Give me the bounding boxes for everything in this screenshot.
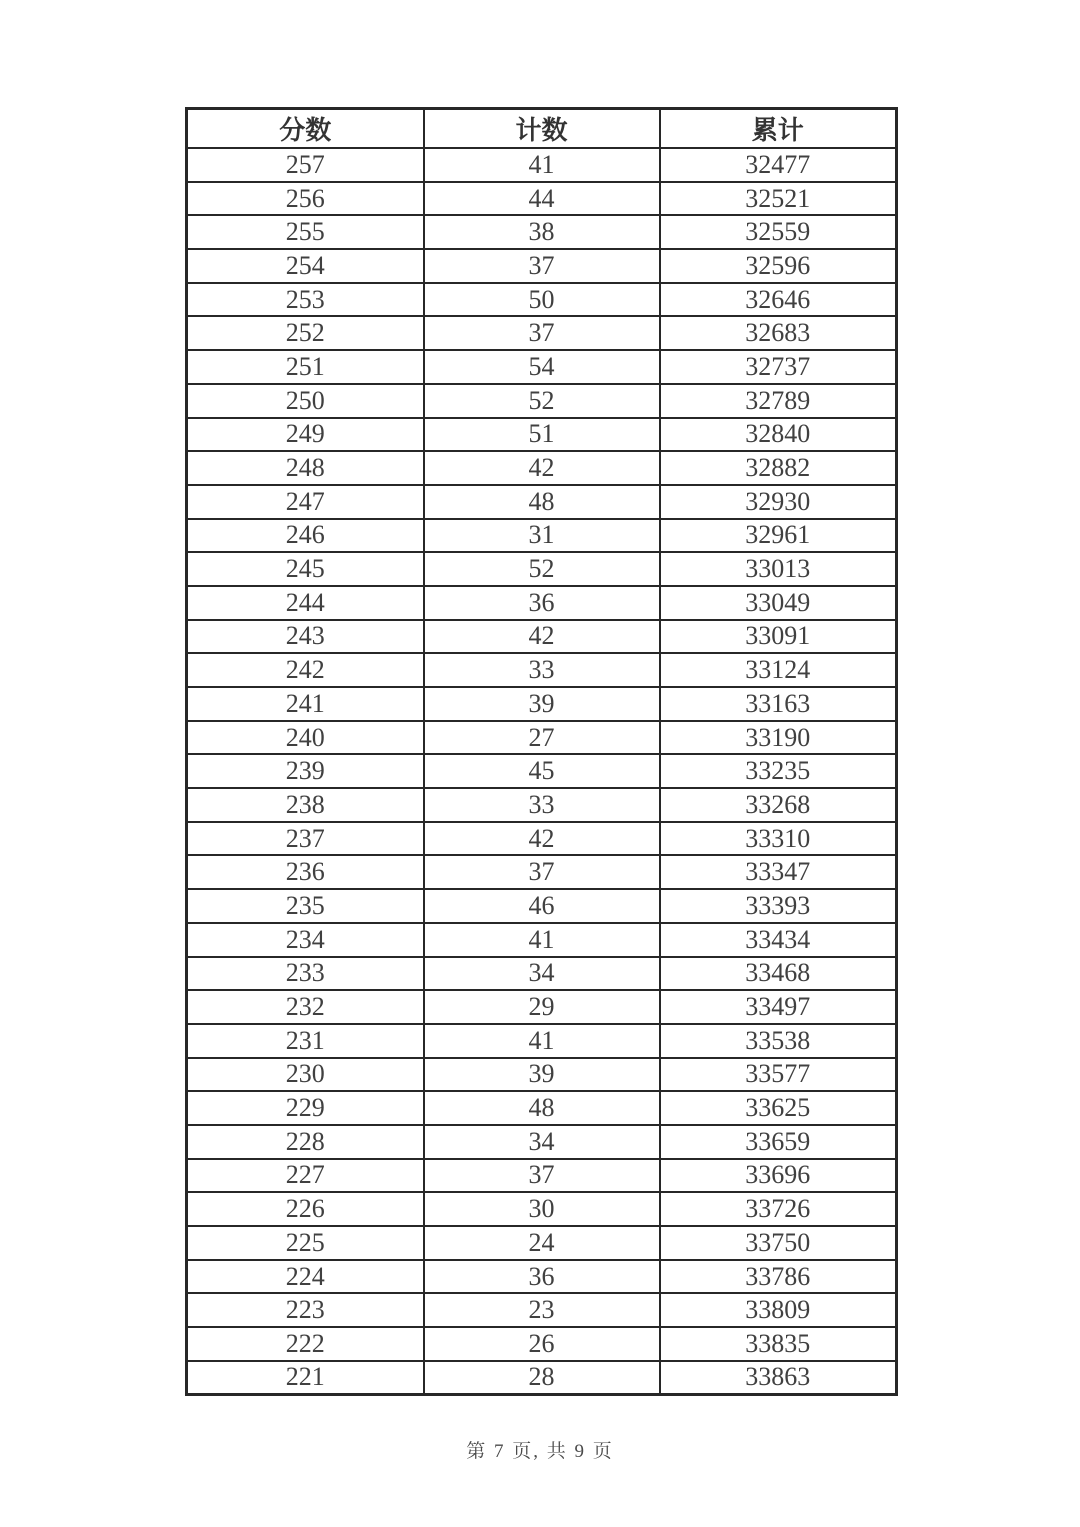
table-cell: 223 xyxy=(187,1293,424,1327)
table-cell: 257 xyxy=(187,148,424,182)
table-cell: 246 xyxy=(187,519,424,553)
table-row xyxy=(187,1024,897,1058)
table-row xyxy=(187,1260,897,1294)
table-row xyxy=(187,350,897,384)
table-cell: 33091 xyxy=(660,620,897,654)
table-cell: 32961 xyxy=(660,519,897,553)
table-cell: 33835 xyxy=(660,1327,897,1361)
table-cell: 33497 xyxy=(660,990,897,1024)
table-cell: 33577 xyxy=(660,1058,897,1092)
table-cell: 39 xyxy=(424,1058,660,1092)
table-cell: 32840 xyxy=(660,418,897,452)
table-cell: 30 xyxy=(424,1192,660,1226)
table-cell: 247 xyxy=(187,485,424,519)
table-cell: 255 xyxy=(187,215,424,249)
table-cell: 33235 xyxy=(660,754,897,788)
table-cell: 37 xyxy=(424,1159,660,1193)
table-cell: 236 xyxy=(187,855,424,889)
table-cell: 33659 xyxy=(660,1125,897,1159)
table-cell: 33696 xyxy=(660,1159,897,1193)
table-cell: 239 xyxy=(187,754,424,788)
table-row xyxy=(187,148,897,182)
table-cell: 23 xyxy=(424,1293,660,1327)
table-cell: 225 xyxy=(187,1226,424,1260)
table-cell: 243 xyxy=(187,620,424,654)
table-cell: 237 xyxy=(187,822,424,856)
table-cell: 241 xyxy=(187,687,424,721)
table-row xyxy=(187,485,897,519)
table-row xyxy=(187,1091,897,1125)
table-row xyxy=(187,1361,897,1395)
table-cell: 240 xyxy=(187,721,424,755)
table-cell: 224 xyxy=(187,1260,424,1294)
table-cell: 32930 xyxy=(660,485,897,519)
table-row xyxy=(187,586,897,620)
page-number-footer: 第 7 页, 共 9 页 xyxy=(466,1441,614,1462)
table-cell: 33750 xyxy=(660,1226,897,1260)
table-cell: 33468 xyxy=(660,957,897,991)
table-cell: 34 xyxy=(424,957,660,991)
table-cell: 242 xyxy=(187,653,424,687)
table-row xyxy=(187,923,897,957)
table-cell: 254 xyxy=(187,249,424,283)
table-row xyxy=(187,384,897,418)
table-cell: 42 xyxy=(424,620,660,654)
table-row xyxy=(187,1159,897,1193)
table-cell: 28 xyxy=(424,1361,660,1395)
table-cell: 32737 xyxy=(660,350,897,384)
table-row xyxy=(187,1226,897,1260)
table-row xyxy=(187,788,897,822)
table-cell: 251 xyxy=(187,350,424,384)
table-cell: 33538 xyxy=(660,1024,897,1058)
table-cell: 33013 xyxy=(660,552,897,586)
table-cell: 235 xyxy=(187,889,424,923)
table-cell: 33809 xyxy=(660,1293,897,1327)
table-cell: 37 xyxy=(424,855,660,889)
table-body xyxy=(187,148,897,1394)
table-cell: 33347 xyxy=(660,855,897,889)
table-row xyxy=(187,215,897,249)
table-cell: 41 xyxy=(424,923,660,957)
table-cell: 42 xyxy=(424,451,660,485)
table-cell: 45 xyxy=(424,754,660,788)
table-cell: 234 xyxy=(187,923,424,957)
table-cell: 52 xyxy=(424,552,660,586)
table-cell: 32683 xyxy=(660,316,897,350)
table-cell: 250 xyxy=(187,384,424,418)
table-cell: 229 xyxy=(187,1091,424,1125)
table-cell: 232 xyxy=(187,990,424,1024)
table-cell: 27 xyxy=(424,721,660,755)
table-cell: 37 xyxy=(424,316,660,350)
table-cell: 33786 xyxy=(660,1260,897,1294)
table-cell: 33726 xyxy=(660,1192,897,1226)
table-cell: 50 xyxy=(424,283,660,317)
table-row xyxy=(187,451,897,485)
table-cell: 249 xyxy=(187,418,424,452)
table-cell: 31 xyxy=(424,519,660,553)
table-cell: 26 xyxy=(424,1327,660,1361)
table-cell: 244 xyxy=(187,586,424,620)
table-cell: 253 xyxy=(187,283,424,317)
table-row xyxy=(187,990,897,1024)
table-cell: 33863 xyxy=(660,1361,897,1395)
score-distribution-table xyxy=(185,107,898,1396)
table-row xyxy=(187,721,897,755)
table-cell: 33 xyxy=(424,653,660,687)
table-header-row xyxy=(187,109,897,149)
table-cell: 33625 xyxy=(660,1091,897,1125)
table-cell: 24 xyxy=(424,1226,660,1260)
table-cell: 222 xyxy=(187,1327,424,1361)
table-cell: 32477 xyxy=(660,148,897,182)
table-cell: 227 xyxy=(187,1159,424,1193)
table-cell: 33124 xyxy=(660,653,897,687)
table-cell: 32596 xyxy=(660,249,897,283)
table-cell: 32521 xyxy=(660,182,897,216)
table-cell: 37 xyxy=(424,249,660,283)
table-row xyxy=(187,653,897,687)
table-row xyxy=(187,316,897,350)
table-cell: 46 xyxy=(424,889,660,923)
header-cumulative: 累计 xyxy=(660,109,897,149)
table-cell: 51 xyxy=(424,418,660,452)
table-row xyxy=(187,1192,897,1226)
table-cell: 233 xyxy=(187,957,424,991)
table-row xyxy=(187,1058,897,1092)
table-cell: 32646 xyxy=(660,283,897,317)
table-row xyxy=(187,822,897,856)
table-row xyxy=(187,957,897,991)
table-cell: 238 xyxy=(187,788,424,822)
table-cell: 33434 xyxy=(660,923,897,957)
table-cell: 52 xyxy=(424,384,660,418)
table-cell: 32882 xyxy=(660,451,897,485)
table-row xyxy=(187,1293,897,1327)
table-cell: 231 xyxy=(187,1024,424,1058)
table-cell: 33393 xyxy=(660,889,897,923)
table-cell: 33 xyxy=(424,788,660,822)
table-row xyxy=(187,552,897,586)
table-row xyxy=(187,182,897,216)
table-row xyxy=(187,889,897,923)
table-cell: 39 xyxy=(424,687,660,721)
table-row xyxy=(187,249,897,283)
table-cell: 248 xyxy=(187,451,424,485)
table-cell: 33310 xyxy=(660,822,897,856)
table-cell: 33049 xyxy=(660,586,897,620)
table-cell: 226 xyxy=(187,1192,424,1226)
table-row xyxy=(187,855,897,889)
table-cell: 41 xyxy=(424,148,660,182)
table-cell: 33190 xyxy=(660,721,897,755)
table-cell: 48 xyxy=(424,1091,660,1125)
table-cell: 36 xyxy=(424,586,660,620)
table-cell: 32559 xyxy=(660,215,897,249)
table-cell: 252 xyxy=(187,316,424,350)
table-cell: 256 xyxy=(187,182,424,216)
table-cell: 230 xyxy=(187,1058,424,1092)
table-row xyxy=(187,418,897,452)
table-row xyxy=(187,687,897,721)
table-cell: 29 xyxy=(424,990,660,1024)
table-row xyxy=(187,1125,897,1159)
table-cell: 33268 xyxy=(660,788,897,822)
table-cell: 33163 xyxy=(660,687,897,721)
table-cell: 41 xyxy=(424,1024,660,1058)
table-row xyxy=(187,519,897,553)
table-cell: 48 xyxy=(424,485,660,519)
header-count: 计数 xyxy=(424,109,660,149)
table-cell: 44 xyxy=(424,182,660,216)
table-cell: 221 xyxy=(187,1361,424,1395)
table-row xyxy=(187,1327,897,1361)
table-cell: 32789 xyxy=(660,384,897,418)
table-cell: 34 xyxy=(424,1125,660,1159)
table-row xyxy=(187,620,897,654)
table-cell: 245 xyxy=(187,552,424,586)
table-cell: 38 xyxy=(424,215,660,249)
table-row xyxy=(187,283,897,317)
table-cell: 42 xyxy=(424,822,660,856)
table-cell: 228 xyxy=(187,1125,424,1159)
table-cell: 54 xyxy=(424,350,660,384)
table-row xyxy=(187,754,897,788)
header-score: 分数 xyxy=(187,109,424,149)
table-cell: 36 xyxy=(424,1260,660,1294)
